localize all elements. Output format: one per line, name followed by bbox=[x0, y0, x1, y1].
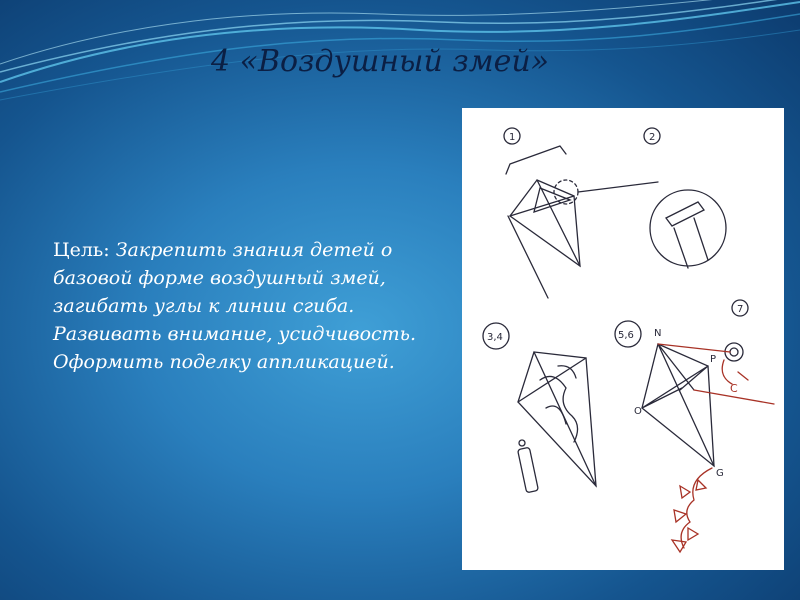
point-p-label: P bbox=[710, 354, 717, 365]
step-label-7: 7 bbox=[737, 304, 744, 315]
point-o-label: O bbox=[634, 406, 642, 417]
glue-stick-icon bbox=[518, 447, 539, 493]
step-2-zoom-circle bbox=[650, 190, 726, 266]
step-label-2: 2 bbox=[649, 132, 656, 143]
kite-diagram bbox=[462, 108, 784, 570]
goal-text: Закрепить знания детей о базовой форме воздушный змей, загибать углы к линии сгиба. Развивать внимание, усидчивость. Оформить поделку аппликацией. bbox=[53, 239, 417, 373]
kite-string bbox=[658, 344, 730, 352]
step-34-kite-outline bbox=[518, 352, 596, 486]
kite-instruction-illustration bbox=[462, 108, 784, 570]
step-label-1: 1 bbox=[509, 132, 516, 143]
step-label-5-6: 5,6 bbox=[618, 330, 634, 341]
goal-paragraph bbox=[53, 236, 463, 376]
step-label-3-4: 3,4 bbox=[487, 332, 503, 343]
point-g-label: G bbox=[716, 468, 724, 479]
slide-title: 4 «Воздушный змей» bbox=[211, 44, 549, 79]
step-56-kite-outline bbox=[642, 344, 717, 466]
goal-label: Цель: bbox=[53, 239, 110, 261]
point-n-label: N bbox=[654, 328, 662, 339]
point-c-label: C bbox=[730, 382, 738, 395]
step-1-kite-outline bbox=[510, 180, 580, 266]
kite-tail bbox=[681, 468, 712, 548]
